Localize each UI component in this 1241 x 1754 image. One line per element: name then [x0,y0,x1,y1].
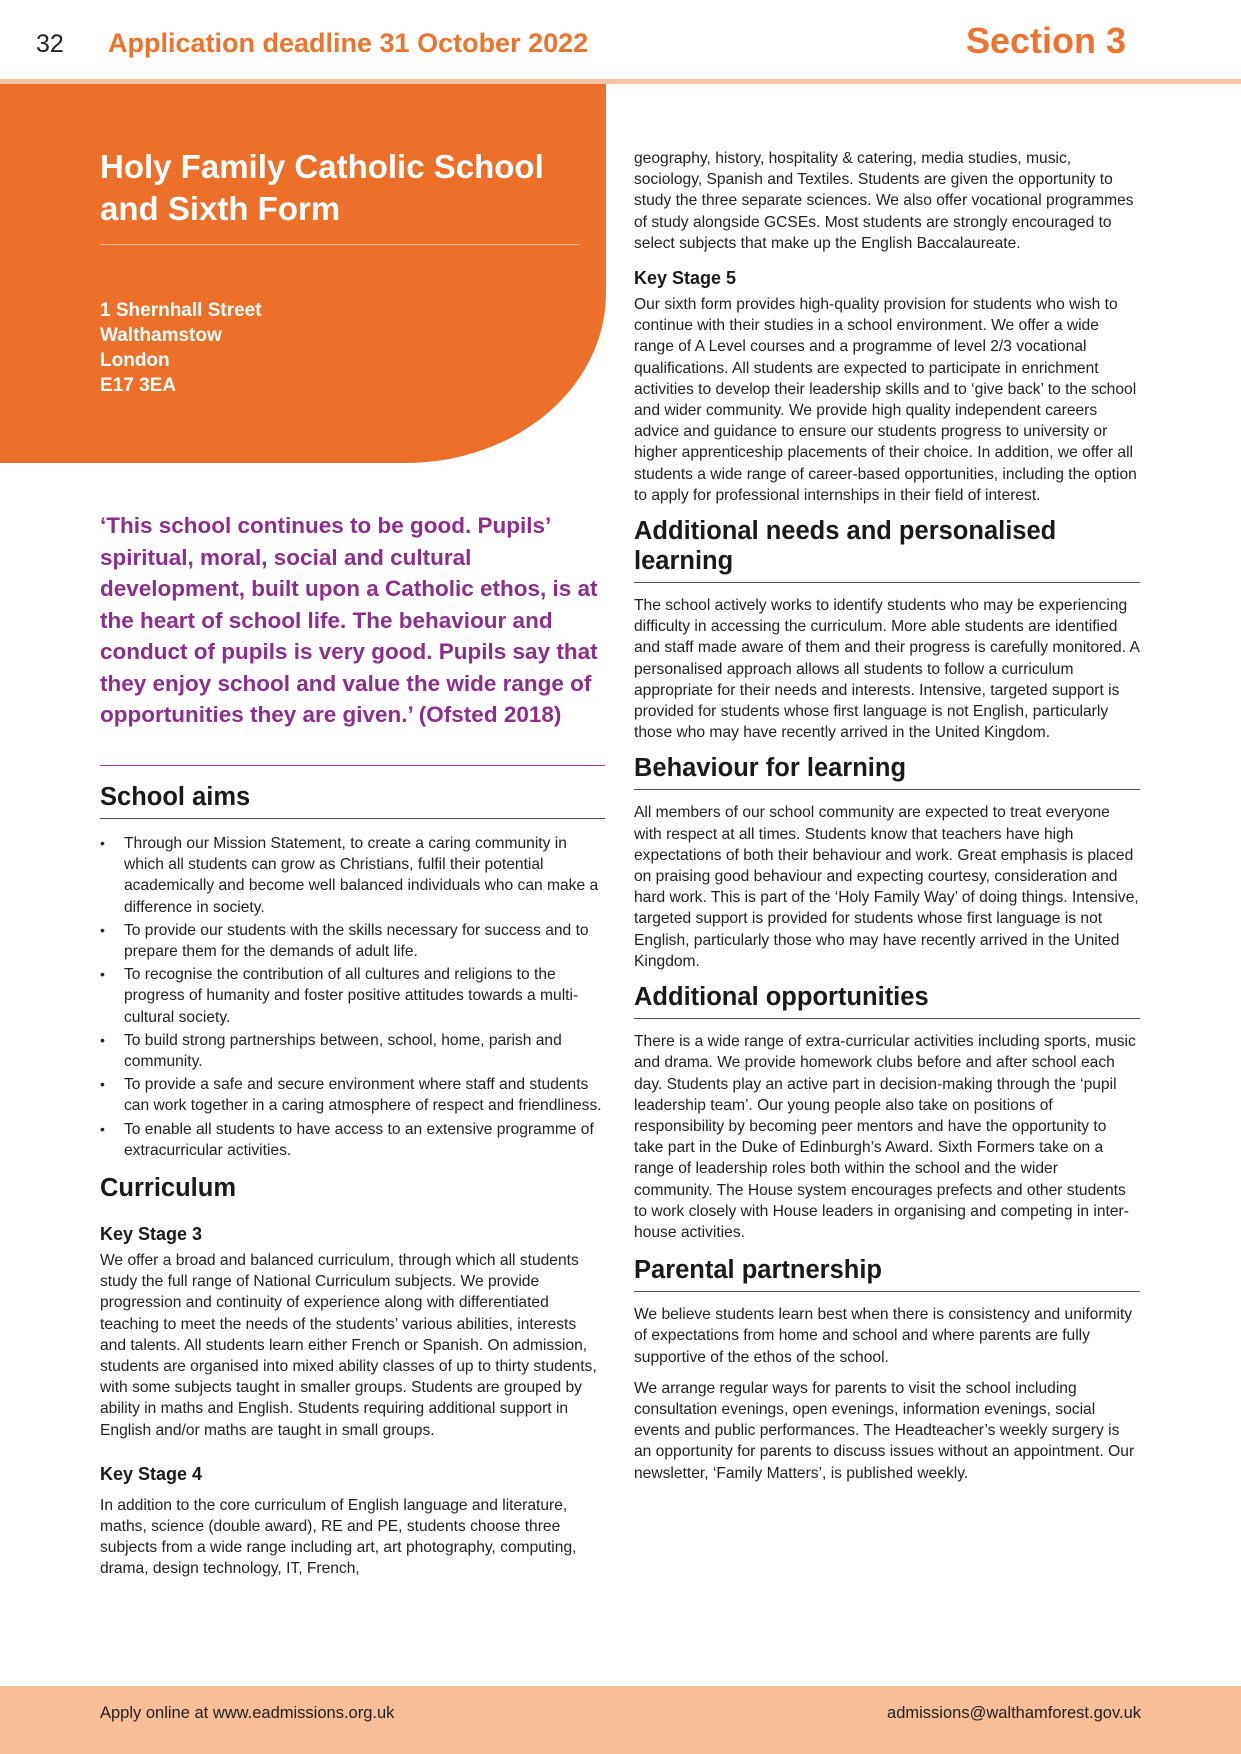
school-address [100,298,262,398]
application-deadline: Application deadline 31 October 2022 [108,28,589,58]
additional-needs-heading: Additional needs and personalised learning [634,516,1140,583]
school-name: Holy Family Catholic School and Sixth Form [100,148,544,227]
panel-divider [100,244,580,245]
list-item: • To enable all students to have access to an extensive programme of extracurricular activities. [100,1119,605,1161]
address-line: London [100,350,170,371]
page-number: 32 [36,30,64,58]
ks4-text: In addition to the core curriculum of English language and literature, maths, science (double award), RE and PE, students choose three subjects from a wide range including art, art photography, computing, drama, design technology, IT, French, [100,1496,577,1578]
school-aims-heading: School aims [100,782,605,819]
address-line: E17 3EA [100,375,177,396]
parental-text-1: We believe students learn best when there is consistency and uniformity of expectations from home and school and where parents are fully supportive of the ethos of the school. [634,1306,1133,1366]
list-item: • Through our Mission Statement, to create a caring community in which all students can grow as Christians, fulfil their potential academically and become well balanced individuals who can make a difference in society. [100,833,605,918]
additional-needs-text: The school actively works to identify students who may be experiencing difficulty in accessing the curriculum. More able students are identified and staff made aware of them and their progress is carefully monitored. A personalised approach allows all students to follow a curriculum appropriate for their needs and interests. Intensive, targeted support is provided for students whose first language is not English, particularly those who may have recently arrived in the United Kingdom. [634,597,1140,742]
quote-divider [100,765,605,766]
admissions-email-link[interactable]: admissions@walthamforest.gov.uk [887,1704,1141,1722]
section-label: Section 3 [965,20,1126,61]
left-column [100,782,605,1580]
ks3-text: We offer a broad and balanced curriculum, through which all students study the full range of National Curriculum subjects. We provide progression and continuity of experience along with differentiated teaching to meet the needs of the students’ various abilities, interests and talents. All students learn either French or Spanish. On admission, students are organised into mixed ability classes of up to thirty students, with some subjects taught in smaller groups. Students are grouped by ability in maths and English. Students requiring additional support in English and/or maths are taught in small groups. [100,1252,597,1439]
ks4-text-continued: geography, history, hospitality & catering, media studies, music, sociology, Spanish and Textiles. Students are given the opportunity to study the three separate sciences. We also offer vocational programmes of study alongside GCSEs. Most students are strongly encouraged to select subjects that make up the English Baccalaureate. [634,150,1134,252]
curriculum-heading: Curriculum [100,1174,237,1203]
list-item: • To provide our students with the skills necessary for success and to prepare them for the demands of adult life. [100,920,605,962]
ks4-heading: Key Stage 4 [100,1463,203,1484]
school-aims-list [100,833,605,1161]
additional-opportunities-heading: Additional opportunities [634,982,1140,1019]
parental-partnership-heading: Parental partnership [634,1255,1140,1292]
ks5-heading: Key Stage 5 [634,268,737,289]
behaviour-heading: Behaviour for learning [634,753,1140,790]
school-title-panel [0,84,606,463]
ks3-heading: Key Stage 3 [100,1224,203,1245]
list-item: • To recognise the contribution of all cultures and religions to the progress of humanity and foster positive attitudes towards a multi-cultural society. [100,964,605,1028]
parental-text-2: We arrange regular ways for parents to visit the school including consultation evenings, open evenings, information evenings, social events and public performances. The Headteacher’s weekly surgery is an opportunity for parents to discuss issues without an appointment. Our newsletter, ‘Family Matters’, is published weekly. [634,1379,1135,1482]
address-line: 1 Shernhall Street [100,300,262,321]
list-item: • To provide a safe and secure environment where staff and students can work together in a caring atmosphere of respect and friendliness. [100,1074,605,1116]
behaviour-text: All members of our school community are expected to treat everyone with respect at all times. Students know that teachers have high expectations of both their behaviour and work. Great emphasis is placed on praising good behaviour and expecting courtesy, consideration and hard work. This is part of the ‘Holy Family Way’ of doing things. Intensive, targeted support is provided for students whose first language is not English, particularly those who may have recently arrived in the United Kingdom. [634,804,1139,970]
right-column [634,148,1140,1484]
address-line: Walthamstow [100,325,222,346]
ofsted-quote: ‘This school continues to be good. Pupils’ spiritual, moral, social and cultural development, built upon a Catholic ethos, is at the heart of school life. The behaviour and conduct of pupils is very good. Pupils say that they enjoy school and value the wide range of opportunities they are given.’ (Ofsted 2018) [100,513,598,727]
list-item: • To build strong partnerships between, school, home, parish and community. [100,1030,605,1072]
apply-online-link[interactable]: Apply online at www.eadmissions.org.uk [100,1704,395,1722]
ks5-text: Our sixth form provides high-quality provision for students who wish to continue with their studies in a school environment. We offer a wide range of A Level courses and a programme of level 2/3 vocational qualifications. All students are expected to participate in enrichment activities to develop their leadership skills and to ‘give back’ to the school and wider community. We provide high quality independent careers advice and guidance to ensure our students progress to university or higher apprenticeship placements of their choice. In addition, we offer all students a wide range of career-based opportunities, including the option to apply for professional internships in their field of interest. [634,296,1137,504]
additional-opportunities-text: There is a wide range of extra-curricular activities including sports, music and drama. We provide homework clubs before and after school each day. Students play an active part in decision-making through the ‘pupil leadership team’. Our young people also take on positions of responsibility by becoming peer mentors and have the opportunity to take part in the Duke of Edinburgh’s Award. Sixth Formers take on a range of leadership roles both within the school and the wider community. The House system encourages prefects and other students to work closely with House leaders in organising and competing in inter-house activities. [634,1033,1136,1241]
